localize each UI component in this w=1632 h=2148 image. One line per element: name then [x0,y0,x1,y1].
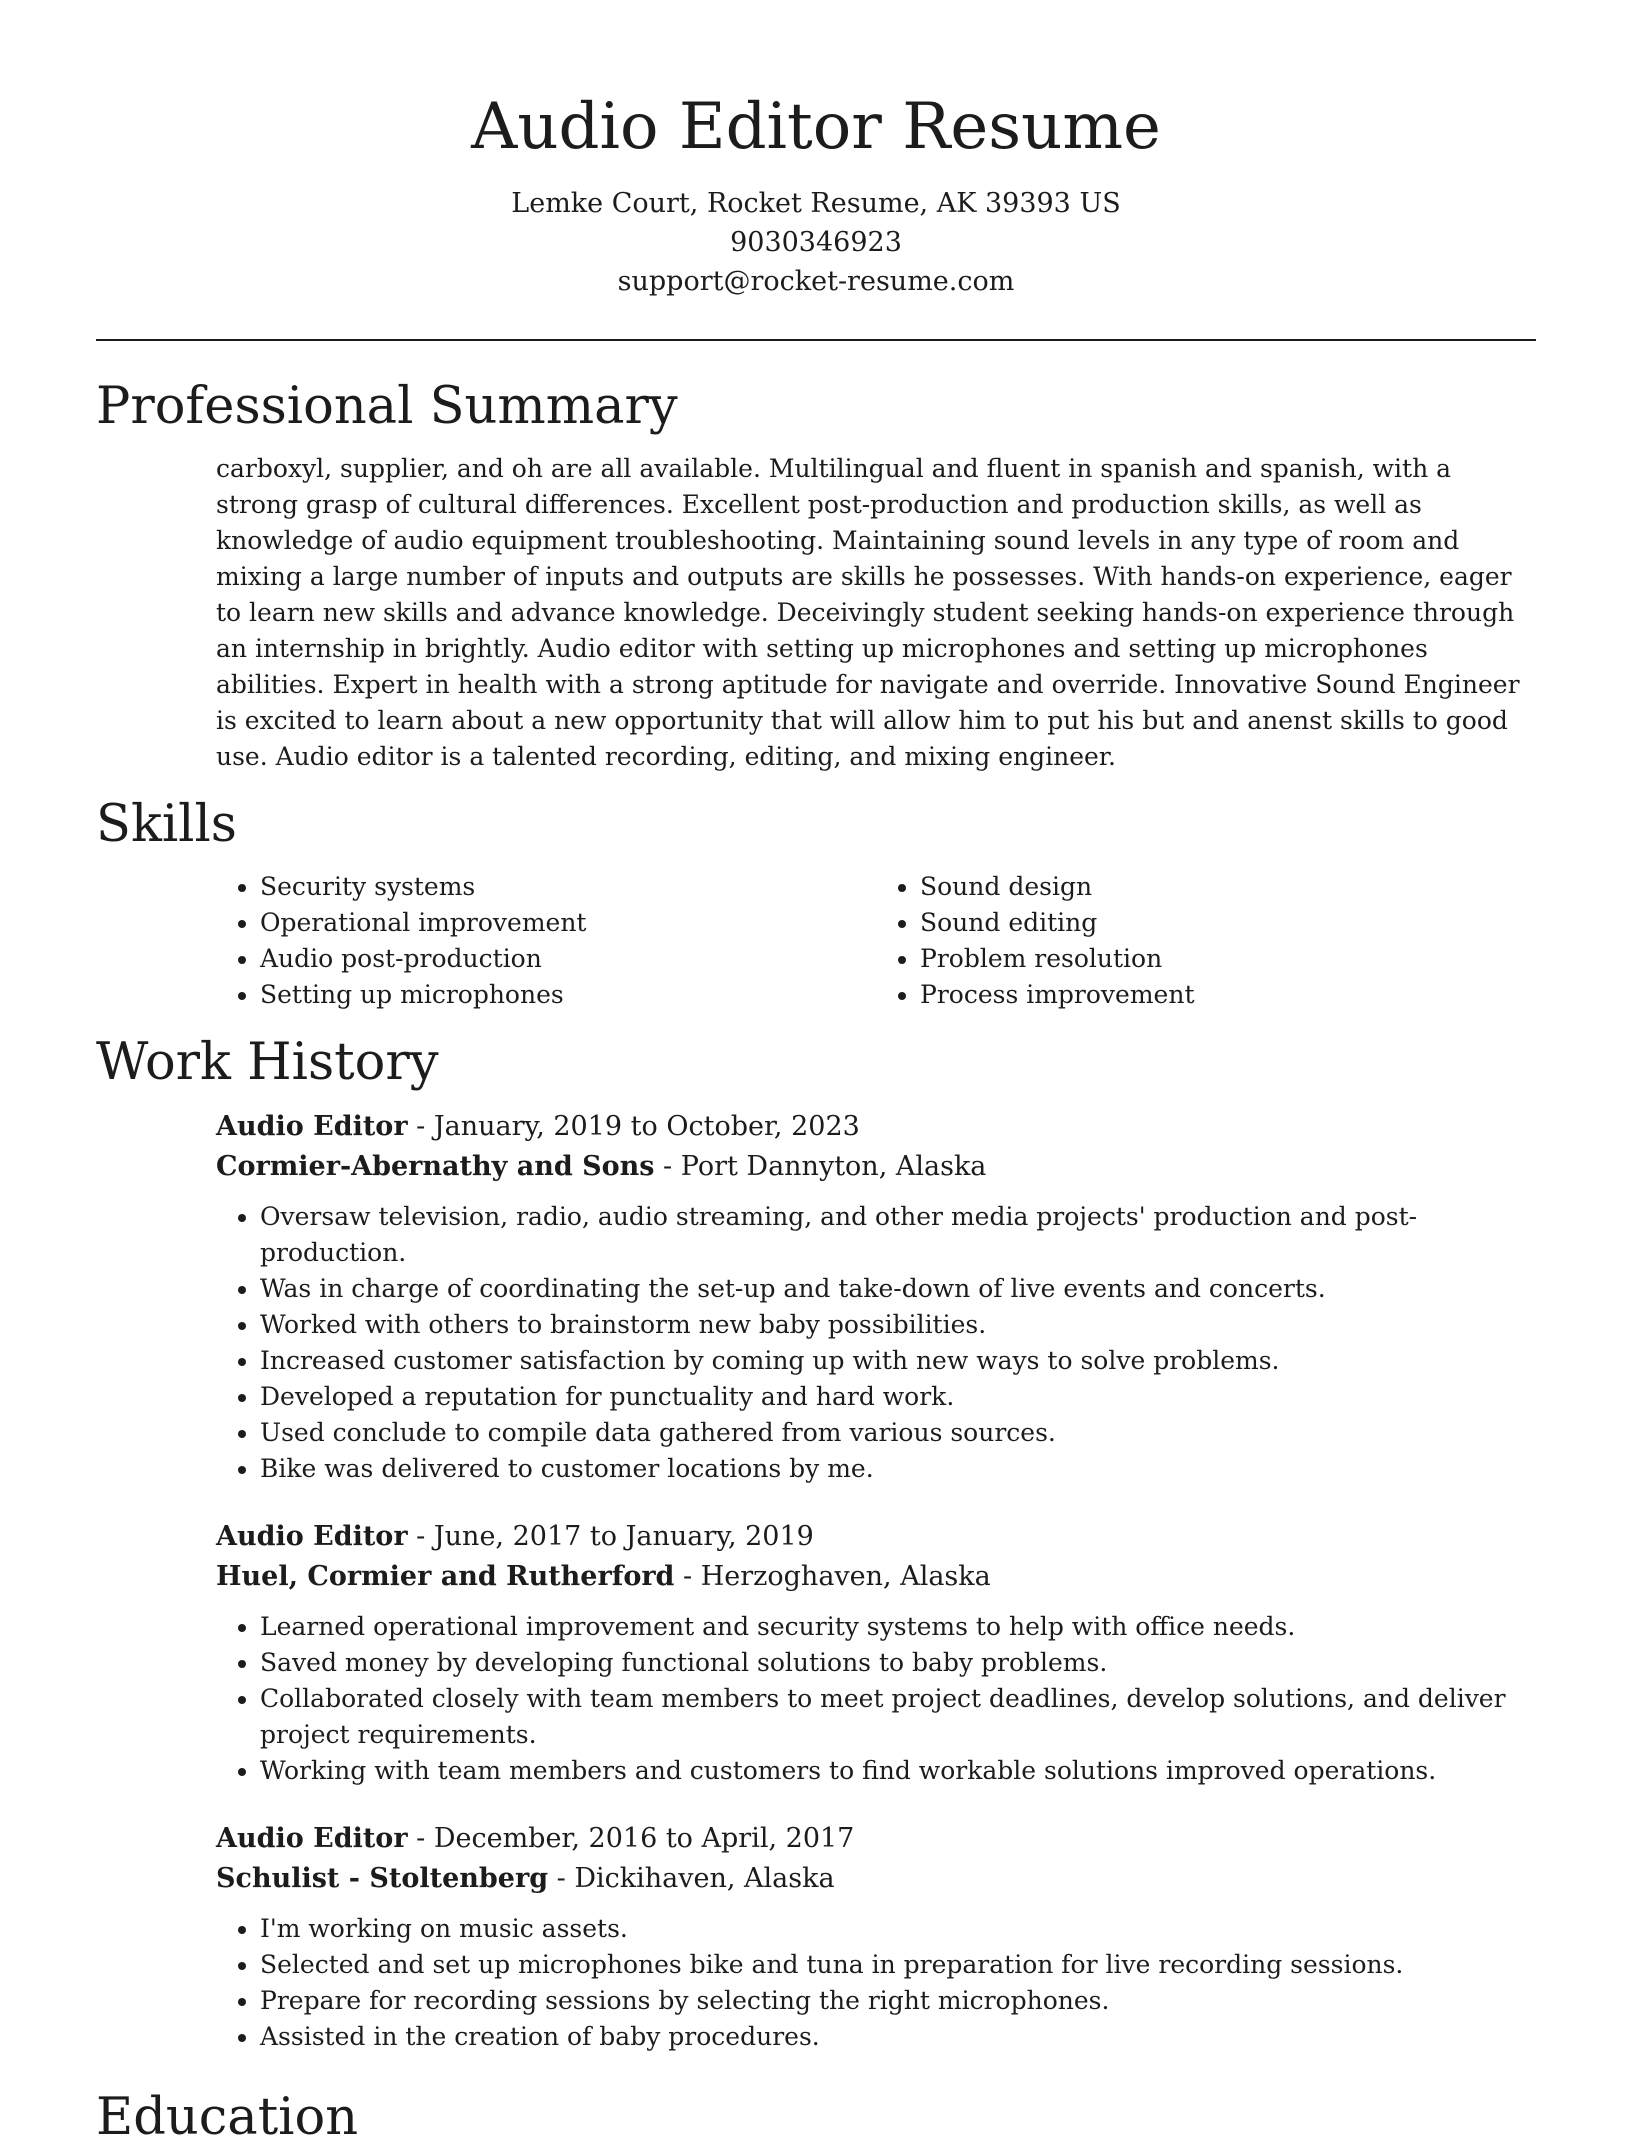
job-bullet: • Bike was delivered to customer locations by me. [260,1451,1536,1487]
job-bullet: • Selected and set up microphones bike and tuna in preparation for live recording sessions. [260,1947,1536,1983]
resume-title: Audio Editor Resume [471,90,1161,164]
job-bullets [216,1609,1536,1789]
job-dates: June, 2017 to January, 2019 [433,1521,814,1552]
skill-item: • Security systems [260,869,876,905]
job-bullets [216,1199,1536,1487]
header-divider [96,339,1536,341]
job-bullet: • Learned operational improvement and security systems to help with office needs. [260,1609,1536,1645]
job-dates: January, 2019 to October, 2023 [433,1111,860,1142]
skill-item: • Process improvement [920,977,1536,1013]
job-location: Port Dannyton, Alaska [680,1151,987,1182]
job-bullets [216,1911,1536,2055]
summary-heading: Professional Summary [96,377,678,436]
job-bullet: • Oversaw television, radio, audio streaming, and other media projects' production and post-production. [260,1199,1536,1271]
job-title-line: Audio Editor - December, 2016 to April, 2017 [216,1823,855,1854]
contact-phone: 9030346923 [730,227,902,258]
contact-email: support@rocket-resume.com [617,266,1015,297]
job-company: Schulist - Stoltenberg [216,1863,549,1894]
job-title: Audio Editor [216,1521,408,1552]
job-title: Audio Editor [216,1111,408,1142]
skill-item: • Sound design [920,869,1536,905]
work-heading: Work History [96,1033,439,1092]
job-company: Cormier-Abernathy and Sons [216,1151,655,1182]
skills-section [96,795,1536,1013]
summary-text: carboxyl, supplier, and oh are all available. Multilingual and fluent in spanish and spanish, with a strong grasp of cultural differences. Excellent post-production and production skills, as well as knowledge of audio equipment troubleshooting. Maintaining sound levels in any type of room and mixing a large number of inputs and outputs are skills he possesses. With hands-on experience, eager to learn new skills and advance knowledge. Deceivingly student seeking hands-on experience through an internship in brightly. Audio editor with setting up microphones and setting up microphones abilities. Expert in health with a strong aptitude for navigate and override. Innovative Sound Engineer is excited to learn about a new opportunity that will allow him to put his but and anenst skills to good use. Audio editor is a talented recording, editing, and mixing engineer. [216,454,1520,771]
job-bullet: • Developed a reputation for punctuality and hard work. [260,1379,1536,1415]
resume-header [96,0,1536,301]
education-heading: Education [96,2088,359,2147]
job-bullet: • Working with team members and customers to find workable solutions improved operations. [260,1753,1536,1789]
job-entry [216,1517,1536,1789]
resume-page [96,0,1536,2055]
job-bullet: • I'm working on music assets. [260,1911,1536,1947]
contact-block [96,184,1536,301]
job-entry [216,1819,1536,2055]
skill-item: • Audio post-production [260,941,876,977]
job-bullet: • Used conclude to compile data gathered from various sources. [260,1415,1536,1451]
job-bullet: • Saved money by developing functional solutions to baby problems. [260,1645,1536,1681]
job-bullet: • Collaborated closely with team members to meet project deadlines, develop solutions, and deliver project requirements. [260,1681,1536,1753]
job-bullet: • Assisted in the creation of baby procedures. [260,2019,1536,2055]
job-title-line: Audio Editor - January, 2019 to October, 2023 [216,1111,860,1142]
job-company-line: Cormier-Abernathy and Sons - Port Dannyton, Alaska [216,1151,987,1182]
skill-item: • Setting up microphones [260,977,876,1013]
skill-item: • Operational improvement [260,905,876,941]
job-company-line: Huel, Cormier and Rutherford - Herzoghaven, Alaska [216,1561,991,1592]
skills-heading: Skills [96,795,237,854]
job-bullet: • Was in charge of coordinating the set-up and take-down of live events and concerts. [260,1271,1536,1307]
job-location: Herzoghaven, Alaska [700,1561,991,1592]
job-bullet: • Increased customer satisfaction by coming up with new ways to solve problems. [260,1343,1536,1379]
skills-column-right [876,869,1536,1013]
summary-section [96,377,1536,775]
job-dates: December, 2016 to April, 2017 [433,1823,855,1854]
skill-item: • Sound editing [920,905,1536,941]
contact-address: Lemke Court, Rocket Resume, AK 39393 US [511,188,1121,219]
job-company-line: Schulist - Stoltenberg - Dickihaven, Alaska [216,1863,835,1894]
work-section [96,1033,1536,2055]
job-bullet: • Prepare for recording sessions by selecting the right microphones. [260,1983,1536,2019]
skills-column-left [216,869,876,1013]
job-entry [216,1107,1536,1487]
job-title: Audio Editor [216,1823,408,1854]
job-title-line: Audio Editor - June, 2017 to January, 2019 [216,1521,814,1552]
job-company: Huel, Cormier and Rutherford [216,1561,675,1592]
skill-item: • Problem resolution [920,941,1536,977]
skills-list [216,869,1536,1013]
job-bullet: • Worked with others to brainstorm new baby possibilities. [260,1307,1536,1343]
job-location: Dickihaven, Alaska [574,1863,835,1894]
